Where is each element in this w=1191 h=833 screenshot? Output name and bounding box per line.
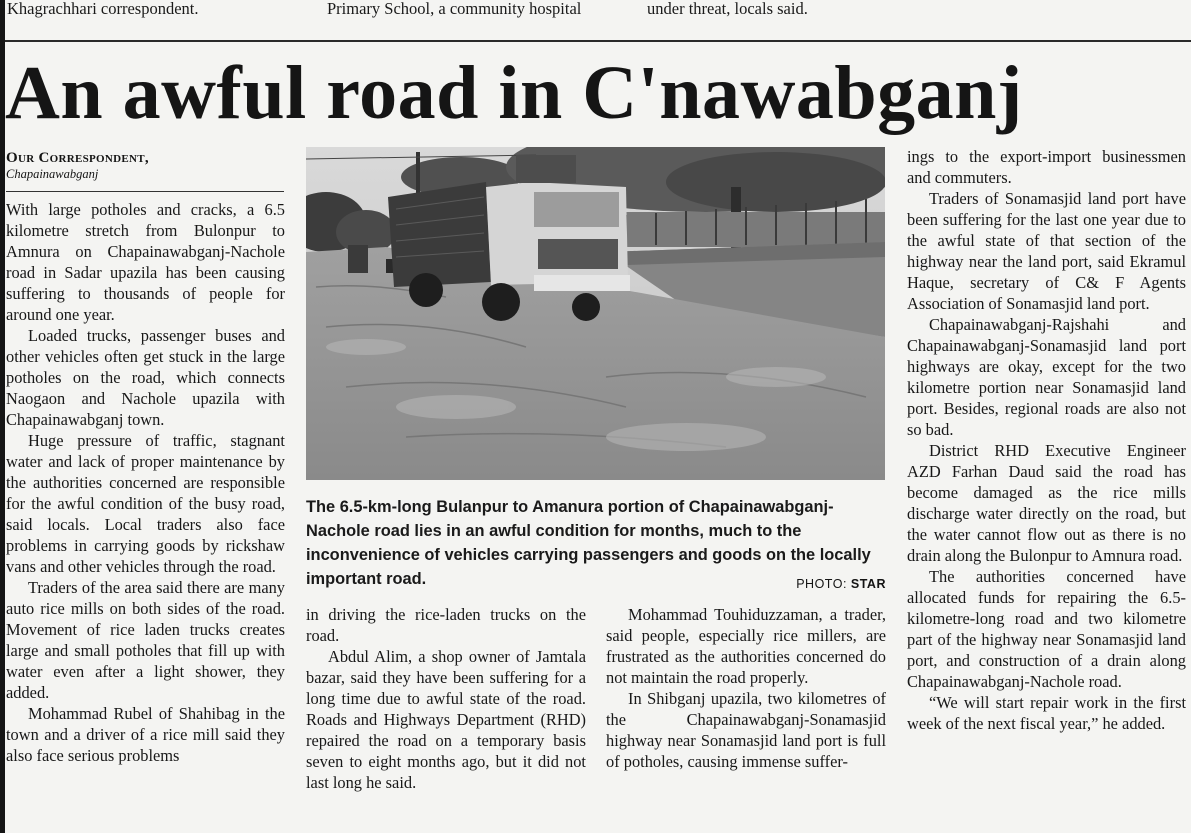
byline-divider [6,191,284,192]
paragraph: Loaded trucks, passenger buses and other vehicles often get stuck in the large potholes on the road, which connects Naogaon and Nachole upazila with Chapainawabganj town. [6,326,285,429]
paragraph: ings to the export-import businessmen and commuters. [907,147,1186,187]
prev-article-fragment-2: Primary School, a community hospital [327,0,582,18]
road-photo-illustration [306,147,885,480]
paragraph: With large potholes and cracks, a 6.5 kilometre stretch from Bulonpur to Amnura on Chapainawabganj-Nachole road in Sadar upazila has been causing suffering to thousands of people for around one year. [6,200,285,324]
paragraph: Mohammad Rubel of Shahibag in the town and a driver of a rice mill said they also face serious problems [6,704,285,765]
byline [6,150,284,182]
photo-caption: The 6.5-km-long Bulanpur to Amanura portion of Chapainawabganj-Nachole road lies in an awful condition for months, much to the inconvenience of vehicles carrying passengers and goods on the locally important road. [306,498,871,588]
paragraph: Abdul Alim, a shop owner of Jamtala bazar, said they have been suffering for a long time due to awful state of the road. Roads and Highways Department (RHD) repaired the road on a temporary basis seven to eight months ago, but it did not last long he said. [306,647,586,792]
headline: An awful road in C'nawabganj [5,51,1023,135]
road-photo [306,147,885,480]
paragraph: Traders of Sonamasjid land port have been suffering for the last one year due to the awful state of that section of the highway near the land port, said Ekramul Haque, secretary of C& F Agents Association of Sonamasjid land port. [907,189,1186,313]
paragraph: District RHD Executive Engineer AZD Farhan Daud said the road has become damaged as the rice mills discharge water directly on the road, but the water cannot flow out as there is no drain along the Bulonpur to Amnura road. [907,441,1186,565]
paragraph: Huge pressure of traffic, stagnant water and lack of proper maintenance by the authorities concerned are responsible for the awful condition of the busy road, said locals. Local traders also face problems in carrying goods by rickshaw vans and other vehicles through the road. [6,431,285,576]
paragraph: Chapainawabganj-Rajshahi and Chapainawabganj-Sonamasjid land port highways are okay, except for the two kilometre portion near Sonamasjid land port. Besides, regional roads are also not so bad. [907,315,1186,439]
prev-article-fragment-1: Khagrachhari correspondent. [7,0,199,18]
byline-name: Our Correspondent, [6,150,149,166]
paragraph: In Shibganj upazila, two kilometres of the Chapainawabganj-Sonamasjid highway near Sonamasjid land port is full of potholes, causing immense suffer- [606,689,886,771]
article-column-4 [907,146,1186,824]
article-column-2 [306,604,586,824]
prev-article-fragment-3: under threat, locals said. [647,0,808,18]
paragraph: Mohammad Touhiduzzaman, a trader, said people, especially rice millers, are frustrated as the authorities concerned do not maintain the road properly. [606,605,886,687]
photo-credit [760,577,886,591]
article-column-3 [606,604,886,824]
paragraph: in driving the rice-laden trucks on the road. [306,605,586,645]
photo-credit-label: PHOTO: [796,577,851,591]
paragraph: The authorities concerned have allocated funds for repairing the 6.5-kilometre-long road and two kilometre part of the highway near Sonamasjid land port, and construction of a drain along Chapainawabganj-Nachole road. [907,567,1186,691]
byline-place: Chapainawabganj [6,167,99,181]
paragraph: “We will start repair work in the first week of the next fiscal year,” he added. [907,693,1186,733]
article-column-1 [6,199,285,823]
photo-credit-name: STAR [850,577,886,591]
section-divider [5,40,1191,42]
paragraph: Traders of the area said there are many auto rice mills on both sides of the road. Movement of rice laden trucks creates large and small potholes that fill up with water even after a light shower, they added. [6,578,285,702]
